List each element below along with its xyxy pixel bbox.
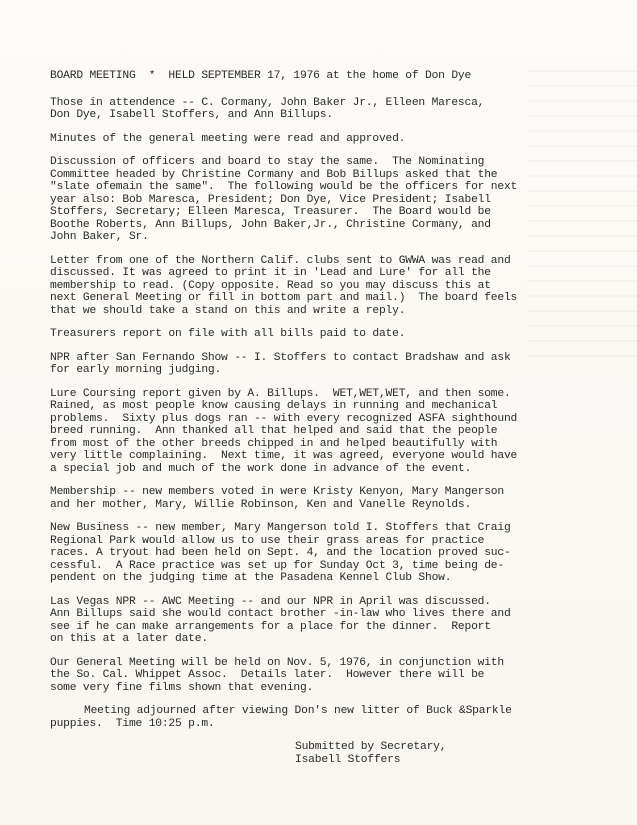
text-line: Our General Meeting will be held on Nov. 5, 1976, in conjunction with [50, 656, 504, 669]
text-line: Discussion of officers and board to stay the same. The Nominating [50, 156, 485, 168]
text-line: Regional Park would allow us to use their grass areas for practice [50, 534, 485, 547]
text-line: Membership -- new members voted in were Kristy Kenyon, Mary Mangerson [50, 486, 504, 498]
text-line: from most of the other breeds chipped in and helped beautifully with [50, 437, 498, 450]
text-line: for early morning judging. [50, 364, 222, 376]
text-line: races. A tryout had been held on Sept. 4, and the location proved suc- [50, 547, 511, 559]
text-line: Lure Coursing report given by A. Billups. WET,WET,WET, and then some. [50, 387, 511, 400]
text-line: Las Vegas NPR -- AWC Meeting -- and our NPR in April was discussed. [50, 595, 491, 608]
text-line: and her mother, Mary, Willie Robinson, Ken and Vanelle Reynolds. [50, 498, 472, 511]
text-line: some very fine films shown that evening. [50, 681, 314, 694]
text-line: Don Dye, Isabell Stoffers, and Ann Billups. [50, 109, 333, 121]
text-line: New Business -- new member, Mary Mangerson told I. Stoffers that Craig [50, 522, 511, 534]
text-line: on this at a later date. [50, 633, 208, 645]
text-line: John Baker, Sr. [50, 231, 149, 243]
document-title: BOARD MEETING * HELD SEPTEMBER 17, 1976 at the home of Don Dye [50, 70, 472, 82]
text-line: NPR after San Fernando Show -- I. Stoffers to contact Bradshaw and ask [50, 351, 511, 364]
adjournment-paragraph [50, 705, 595, 730]
text-line: the So. Cal. Whippet Assoc. Details later. However there will be [50, 669, 485, 681]
text-line: pendent on the judging time at the Pasadena Kennel Club Show. [50, 572, 452, 584]
npr-paragraph [50, 352, 595, 377]
las-vegas-paragraph [50, 596, 595, 646]
text-line: Minutes of the general meeting were read and approved. [50, 132, 406, 145]
signature-line: Submitted by Secretary, [295, 741, 447, 753]
text-line: next General Meeting or fill in bottom part and mail.) The board feels [50, 292, 518, 304]
attendance-paragraph [50, 97, 595, 122]
text-line: problems. Sixty plus dogs ran -- with every recognized ASFA sighthound [50, 412, 518, 425]
officers-paragraph [50, 156, 595, 244]
signature-block [50, 741, 595, 766]
text-line: Rained, as most people know causing delays in running and mechanical [50, 400, 498, 412]
minutes-paragraph [50, 133, 595, 146]
treasurer-paragraph [50, 328, 595, 341]
text-line: a special job and much of the work done in advance of the event. [50, 462, 472, 475]
text-line: Meeting adjourned after viewing Don's new litter of Buck &Sparkle [84, 705, 512, 717]
text-line: see if he can make arrangements for a place for the dinner. Report [50, 620, 491, 633]
signature-line: Isabell Stoffers [295, 753, 401, 766]
text-line: very little complaining. Next time, it was agreed, everyone would have [50, 450, 518, 462]
membership-paragraph [50, 486, 595, 511]
text-line: Those in attendence -- C. Cormany, John Baker Jr., Elleen Maresca, [50, 96, 485, 109]
text-line: Letter from one of the Northern Calif. clubs sent to GWWA was read and [50, 254, 511, 267]
text-line: Boothe Roberts, Ann Billups, John Baker,Jr., Christine Cormany, and [50, 218, 491, 231]
text-line: that we should take a stand on this and write a reply. [50, 304, 406, 317]
text-line: puppies. Time 10:25 p.m. [50, 717, 215, 730]
board-meeting-minutes [50, 70, 595, 766]
new-business-paragraph [50, 522, 595, 585]
letter-paragraph [50, 255, 595, 318]
text-line: year also: Bob Maresca, President; Don Dye, Vice President; Isabell [50, 193, 491, 206]
general-meeting-paragraph [50, 657, 595, 695]
text-line: Ann Billups said she would contact brother -in-law who lives there and [50, 608, 511, 620]
text-line: Treasurers report on file with all bills paid to date. [50, 328, 406, 340]
text-line: discussed. It was agreed to print it in 'Lead and Lure' for all the [50, 267, 491, 279]
text-line: "slate ofemain the same". The following would be the officers for next [50, 181, 518, 193]
text-line: membership to read. (Copy opposite. Read so you may discuss this at [50, 279, 491, 292]
text-line: breed running. Ann thanked all that helped and said that the people [50, 425, 498, 437]
lure-coursing-paragraph [50, 388, 595, 476]
text-line: cessful. A Race practice was set up for Sunday Oct 3, time being de- [50, 559, 504, 572]
text-line: Committee headed by Christine Cormany and Bob Billups asked that the [50, 168, 498, 181]
text-line: Stoffers, Secretary; Elleen Maresca, Treasurer. The Board would be [50, 206, 491, 218]
